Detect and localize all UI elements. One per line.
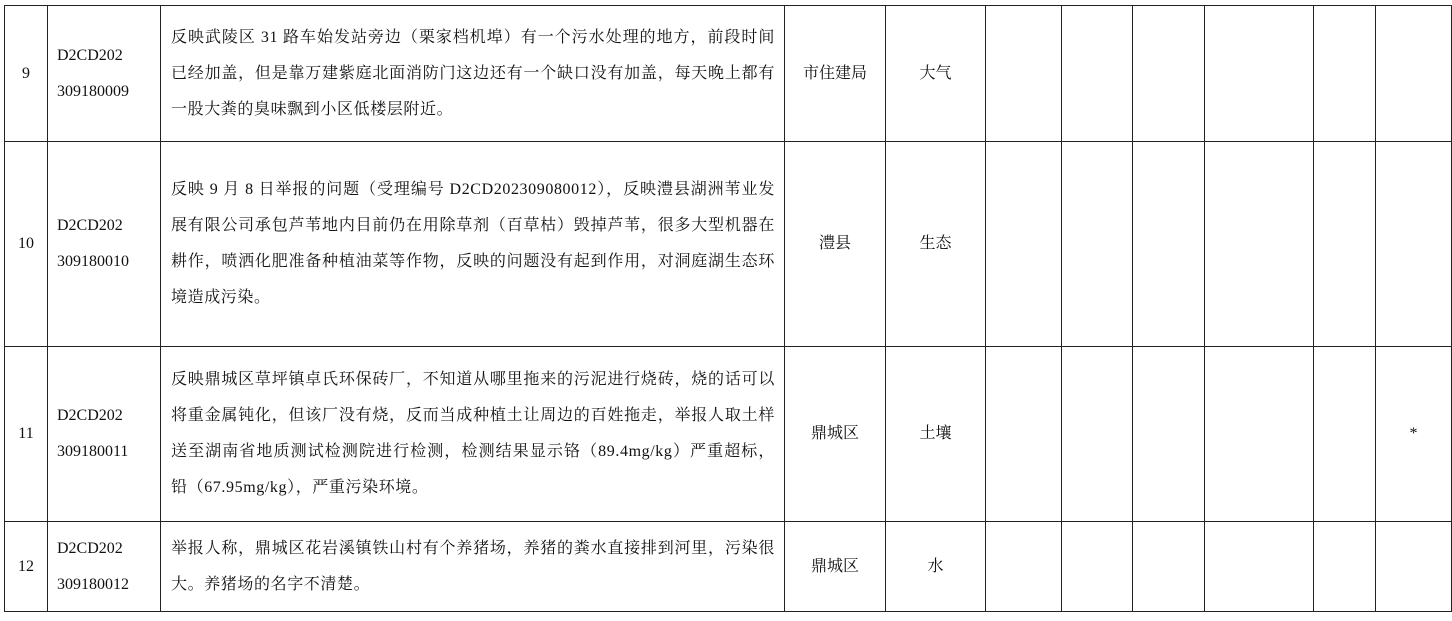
case-id: [48, 6, 161, 142]
row-number: 11: [5, 347, 48, 522]
case-id-line2: 309180012: [57, 575, 129, 593]
empty-cell: [1062, 347, 1133, 522]
responsible-department: 鼎城区: [785, 347, 886, 522]
empty-cell: [986, 6, 1062, 142]
pollution-type: 水: [886, 522, 986, 612]
empty-cell: [1314, 522, 1376, 612]
row-number: 9: [5, 6, 48, 142]
complaint-description: 反映武陵区 31 路车始发站旁边（栗家档机埠）有一个污水处理的地方，前段时间已经加盖，但是靠万建紫庭北面消防门这边还有一个缺口没有加盖，每天晚上都有一股大粪的臭味飘到小区低楼层附近。: [161, 6, 785, 142]
responsible-department: 鼎城区: [785, 522, 886, 612]
empty-cell: [1205, 522, 1314, 612]
responsible-department: 市住建局: [785, 6, 886, 142]
case-id-line2: 309180011: [57, 443, 129, 460]
row-number: 12: [5, 522, 48, 612]
pollution-type: 土壤: [886, 347, 986, 522]
empty-cell: [1205, 6, 1314, 142]
empty-cell: [1314, 347, 1376, 522]
complaint-description: 反映 9 月 8 日举报的问题（受理编号 D2CD202309080012），反映澧县湖洲苇业发展有限公司承包芦苇地内目前仍在用除草剂（百草枯）毁掉芦苇，很多大型机器在耕作，喷洒化肥准备种植油菜等作物，反映的问题没有起到作用，对洞庭湖生态环境造成污染。: [161, 142, 785, 347]
case-id-line1: D2CD202: [57, 217, 123, 234]
empty-cell: [1133, 6, 1205, 142]
empty-cell: [986, 522, 1062, 612]
case-id-line1: D2CD202: [57, 407, 123, 424]
pollution-type: 生态: [886, 142, 986, 347]
mark-cell: [1376, 6, 1452, 142]
complaint-description: 举报人称，鼎城区花岩溪镇铁山村有个养猪场，养猪的粪水直接排到河里，污染很大。养猪场的名字不清楚。: [161, 522, 785, 612]
empty-cell: [986, 142, 1062, 347]
empty-cell: [1314, 142, 1376, 347]
complaint-description: 反映鼎城区草坪镇卓氏环保砖厂，不知道从哪里拖来的污泥进行烧砖，烧的话可以将重金属钝化，但该厂没有烧，反而当成种植土让周边的百姓拖走，举报人取土样送至湖南省地质测试检测院进行检测，检测结果显示铬（89.4mg/kg）严重超标，铅（67.95mg/kg），严重污染环境。: [161, 347, 785, 522]
mark-cell: [1376, 522, 1452, 612]
complaint-table: [4, 5, 1452, 612]
empty-cell: [1133, 347, 1205, 522]
case-id: [48, 347, 161, 522]
mark-cell: *: [1376, 347, 1452, 522]
empty-cell: [1062, 142, 1133, 347]
table-row: [5, 347, 1452, 522]
case-id: [48, 522, 161, 612]
empty-cell: [1133, 142, 1205, 347]
empty-cell: [1205, 347, 1314, 522]
row-number: 10: [5, 142, 48, 347]
empty-cell: [1133, 522, 1205, 612]
case-id: [48, 142, 161, 347]
mark-cell: [1376, 142, 1452, 347]
case-id-line2: 309180010: [57, 253, 129, 270]
empty-cell: [1062, 522, 1133, 612]
case-id-line1: D2CD202: [57, 46, 123, 64]
table-row: [5, 142, 1452, 347]
case-id-line2: 309180009: [57, 82, 129, 100]
table-row: [5, 6, 1452, 142]
empty-cell: [986, 347, 1062, 522]
pollution-type: 大气: [886, 6, 986, 142]
empty-cell: [1205, 142, 1314, 347]
table-row: [5, 522, 1452, 612]
responsible-department: 澧县: [785, 142, 886, 347]
empty-cell: [1062, 6, 1133, 142]
empty-cell: [1314, 6, 1376, 142]
case-id-line1: D2CD202: [57, 539, 123, 557]
